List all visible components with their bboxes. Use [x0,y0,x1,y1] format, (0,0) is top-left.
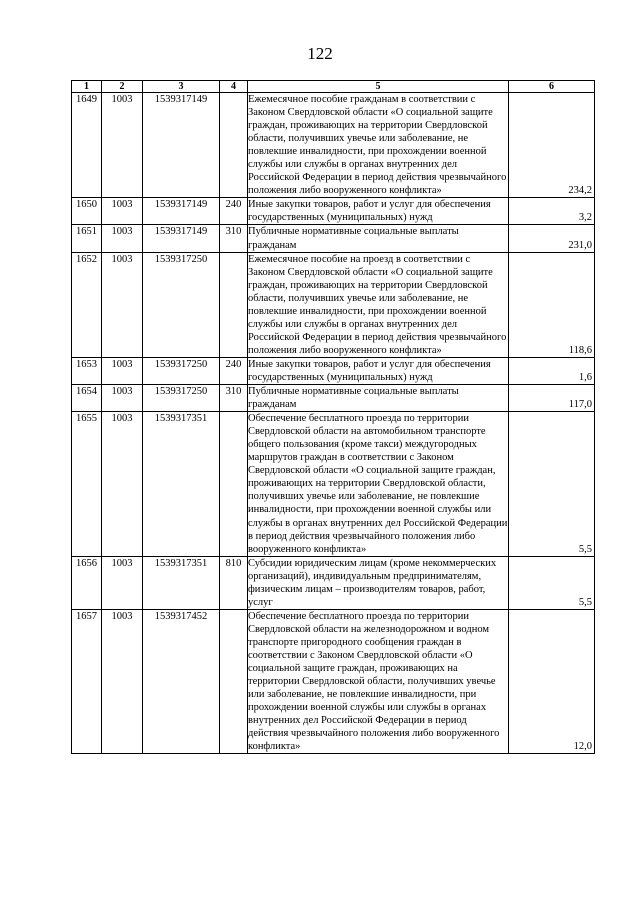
target-code: 1539317149 [143,198,220,225]
expense-type [220,412,248,557]
table-row [72,609,595,754]
target-code: 1539317351 [143,412,220,557]
section-code: 1003 [102,357,143,384]
expense-type [220,252,248,357]
table-row [72,385,595,412]
amount: 3,2 [578,212,592,224]
target-code: 1539317250 [143,357,220,384]
target-code: 1539317452 [143,609,220,754]
budget-table [71,80,595,754]
amount: 1,6 [578,371,592,383]
amount-cell [509,385,595,412]
target-code: 1539317149 [143,93,220,198]
expense-type [220,609,248,754]
description: Ежемесячное пособие гражданам в соответствии с Законом Свердловской области «О социальной защите граждан, проживающих на территории Свердловской области, получивших увечье или заболевание, не повлекшие инвалидности, при прохождении военной службы или службы в органах внутренних дел Российской Федерации в период действия чрезвычайного положения либо вооруженного конфликта» [248,93,509,198]
target-code: 1539317149 [143,225,220,252]
section-code: 1003 [102,198,143,225]
description: Ежемесячное пособие на проезд в соответствии с Законом Свердловской области «О социальной защите граждан, проживающих на территории Свердловской области, получивших увечье или заболевание, не повлекшие инвалидности, при прохождении военной службы или службы в органах внутренних дел Российской Федерации в период действия чрезвычайного положения либо вооруженного конфликта» [248,252,509,357]
header-col-5: 5 [248,81,509,93]
header-col-6: 6 [509,81,595,93]
expense-type: 240 [220,198,248,225]
target-code: 1539317250 [143,385,220,412]
row-number: 1652 [72,252,102,357]
row-number: 1655 [72,412,102,557]
amount: 5,5 [578,596,592,608]
table-row [72,198,595,225]
description: Обеспечение бесплатного проезда по территории Свердловской области на автомобильном транспорте общего пользования (кроме такси) междугородных маршрутов граждан в соответствии с Законом Свердловской области «О социальной защите граждан, проживающих на территории Свердловской области, получивших увечье или заболевание, не повлекшие инвалидности, при прохождении военной службы или службы в органах внутренних дел Российской Федерации в период действия чрезвычайного положения либо вооруженного конфликта» [248,413,508,555]
section-code: 1003 [102,556,143,609]
amount-cell [509,357,595,384]
amount: 231,0 [568,239,592,251]
header-col-4: 4 [220,81,248,93]
expense-type: 810 [220,556,248,609]
amount: 234,2 [568,185,592,197]
table-row [72,556,595,609]
amount: 5,5 [578,543,592,555]
row-number: 1649 [72,93,102,198]
table-row [72,357,595,384]
amount: 12,0 [573,741,592,753]
target-code: 1539317250 [143,252,220,357]
table-row [72,412,595,557]
header-col-1: 1 [72,81,102,93]
row-number: 1656 [72,556,102,609]
row-number: 1654 [72,385,102,412]
target-code: 1539317351 [143,556,220,609]
section-code: 1003 [102,225,143,252]
table-row [72,252,595,357]
expense-type: 240 [220,357,248,384]
amount-cell [509,609,595,754]
table-row [72,225,595,252]
header-col-2: 2 [102,81,143,93]
table-header-row [72,81,595,93]
section-code: 1003 [102,412,143,557]
expense-type [220,93,248,198]
description: Публичные нормативные социальные выплаты гражданам [248,225,509,252]
header-col-3: 3 [143,81,220,93]
row-number: 1651 [72,225,102,252]
amount-cell [509,412,595,557]
amount: 118,6 [568,344,592,356]
section-code: 1003 [102,385,143,412]
description: Иные закупки товаров, работ и услуг для обеспечения государственных (муниципальных) нужд [248,198,509,225]
section-code: 1003 [102,252,143,357]
section-code: 1003 [102,93,143,198]
description: Обеспечение бесплатного проезда по территории Свердловской области на железнодорожном и водном транспорте пригородного сообщения граждан в соответствии с Законом Свердловской области «О социальной защите граждан, проживающих на территории Свердловской области, получивших увечье или заболевание, не повлекшие инвалидности, при прохождении военной службы или службы в органах внутренних дел Российской Федерации в период действия чрезвычайного положения либо вооруженного конфликта» [248,609,509,754]
description: Иные закупки товаров, работ и услуг для обеспечения государственных (муниципальных) нужд [248,357,509,384]
section-code: 1003 [102,609,143,754]
amount-cell [509,252,595,357]
expense-type: 310 [220,385,248,412]
page-number: 122 [307,44,333,63]
table-row [72,93,595,198]
amount-cell [509,93,595,198]
description: Публичные нормативные социальные выплаты гражданам [248,385,509,412]
row-number: 1653 [72,357,102,384]
amount: 117,0 [568,399,592,411]
amount-cell [509,225,595,252]
row-number: 1657 [72,609,102,754]
row-number: 1650 [72,198,102,225]
amount-cell [509,556,595,609]
description: Субсидии юридическим лицам (кроме некоммерческих организаций), индивидуальным предпринимателям, физическим лицам – производителям товаров, работ, услуг [248,556,509,609]
amount-cell [509,198,595,225]
expense-type: 310 [220,225,248,252]
